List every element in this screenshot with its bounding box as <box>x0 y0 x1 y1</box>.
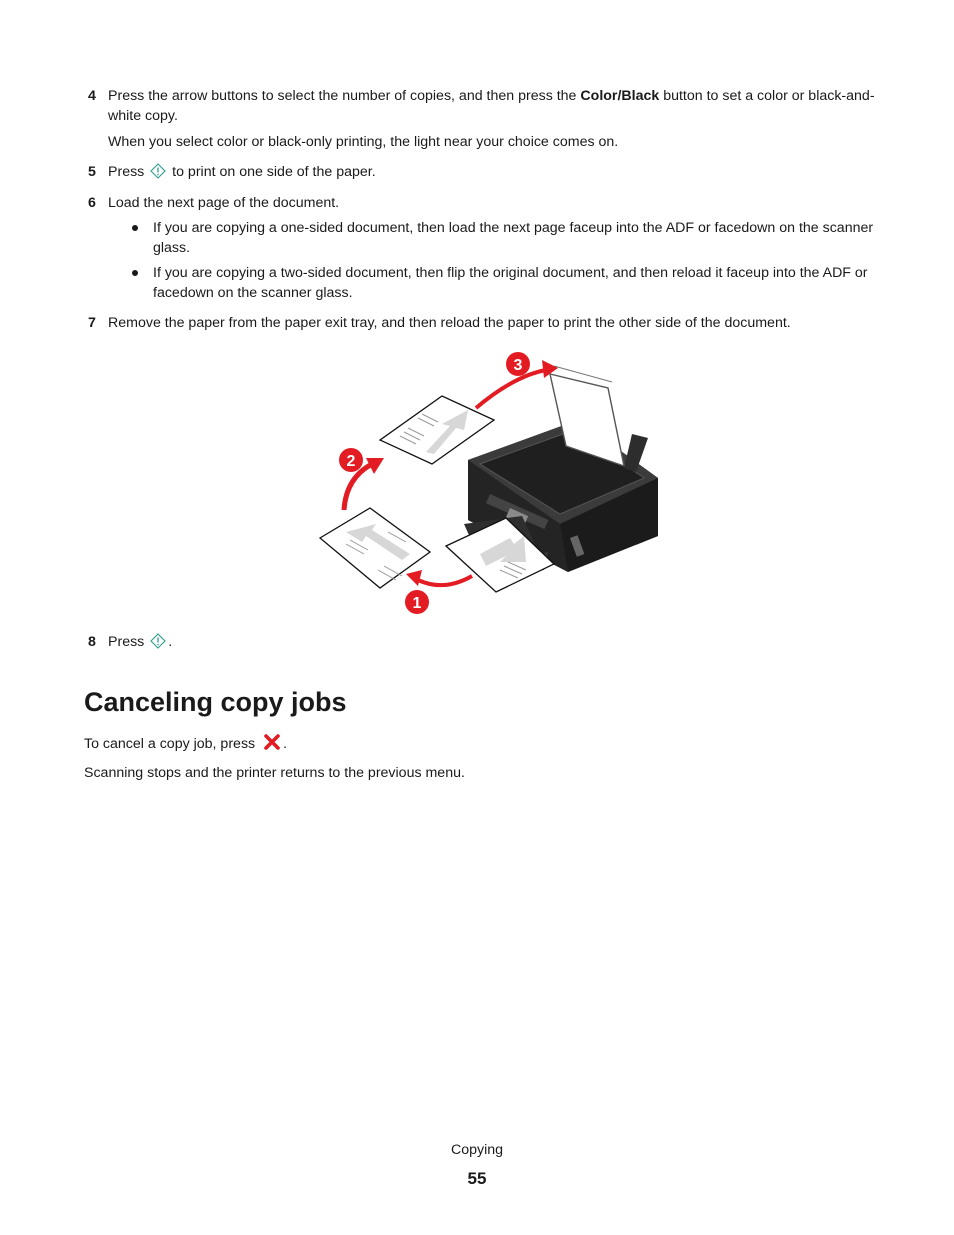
start-icon <box>150 633 166 649</box>
step-text <box>108 632 878 652</box>
start-icon <box>150 163 166 179</box>
step-text-part: Press <box>108 634 149 650</box>
cancel-result-text: Scanning stops and the printer returns to the previous menu. <box>84 765 465 781</box>
step-number: 6 <box>88 195 96 211</box>
step-text-part: to print on one side of the paper. <box>168 164 376 180</box>
step-6 <box>88 193 878 308</box>
callout-number: 3 <box>513 357 523 374</box>
cancel-icon <box>263 733 281 751</box>
step-text-part: Press <box>108 164 149 180</box>
step-text-part: Press the arrow buttons to select the number of copies, and then press the <box>108 88 581 104</box>
callout-number: 1 <box>412 595 422 612</box>
step-number: 7 <box>88 315 96 331</box>
step-text <box>108 86 878 126</box>
step-number: 8 <box>88 634 96 650</box>
step-4 <box>88 86 878 152</box>
callout-1 <box>405 590 429 614</box>
step-7 <box>88 313 878 333</box>
step-text: Load the next page of the document. <box>108 195 340 211</box>
list-item: If you are copying a two-sided document, then flip the original document, and then reload it faceup into the ADF or facedown on the scanner glass. <box>128 263 878 303</box>
step-text-part: button to set a color or black-and-white copy. <box>108 88 875 124</box>
section-heading: Canceling copy jobs <box>84 687 347 717</box>
callout-2 <box>339 448 363 472</box>
step-8 <box>88 632 878 652</box>
duplex-copy-illustration <box>314 348 664 620</box>
bullet-list <box>128 218 878 303</box>
step-number: 4 <box>88 88 96 104</box>
arrow-step-1 <box>406 570 472 586</box>
list-item: If you are copying a one-sided document, then load the next page faceup into the ADF or facedown on the scanner glass. <box>128 218 878 258</box>
step-number: 5 <box>88 164 96 180</box>
callout-3 <box>506 352 530 376</box>
text-part: . <box>283 736 288 752</box>
step-note: When you select color or black-only printing, the light near your choice comes on. <box>108 134 619 150</box>
callout-number: 2 <box>346 453 356 470</box>
step-text-part: . <box>168 634 173 650</box>
footer-chapter: Copying <box>450 1142 504 1158</box>
cancel-instruction <box>84 733 287 754</box>
color-black-button-label: Color/Black <box>580 88 660 104</box>
step-5 <box>88 162 878 182</box>
step-text: Remove the paper from the paper exit tray, and then reload the paper to print the other side of the document. <box>108 315 791 331</box>
text-part: To cancel a copy job, press <box>84 736 260 752</box>
page-number: 55 <box>467 1169 487 1188</box>
step-text <box>108 162 878 182</box>
